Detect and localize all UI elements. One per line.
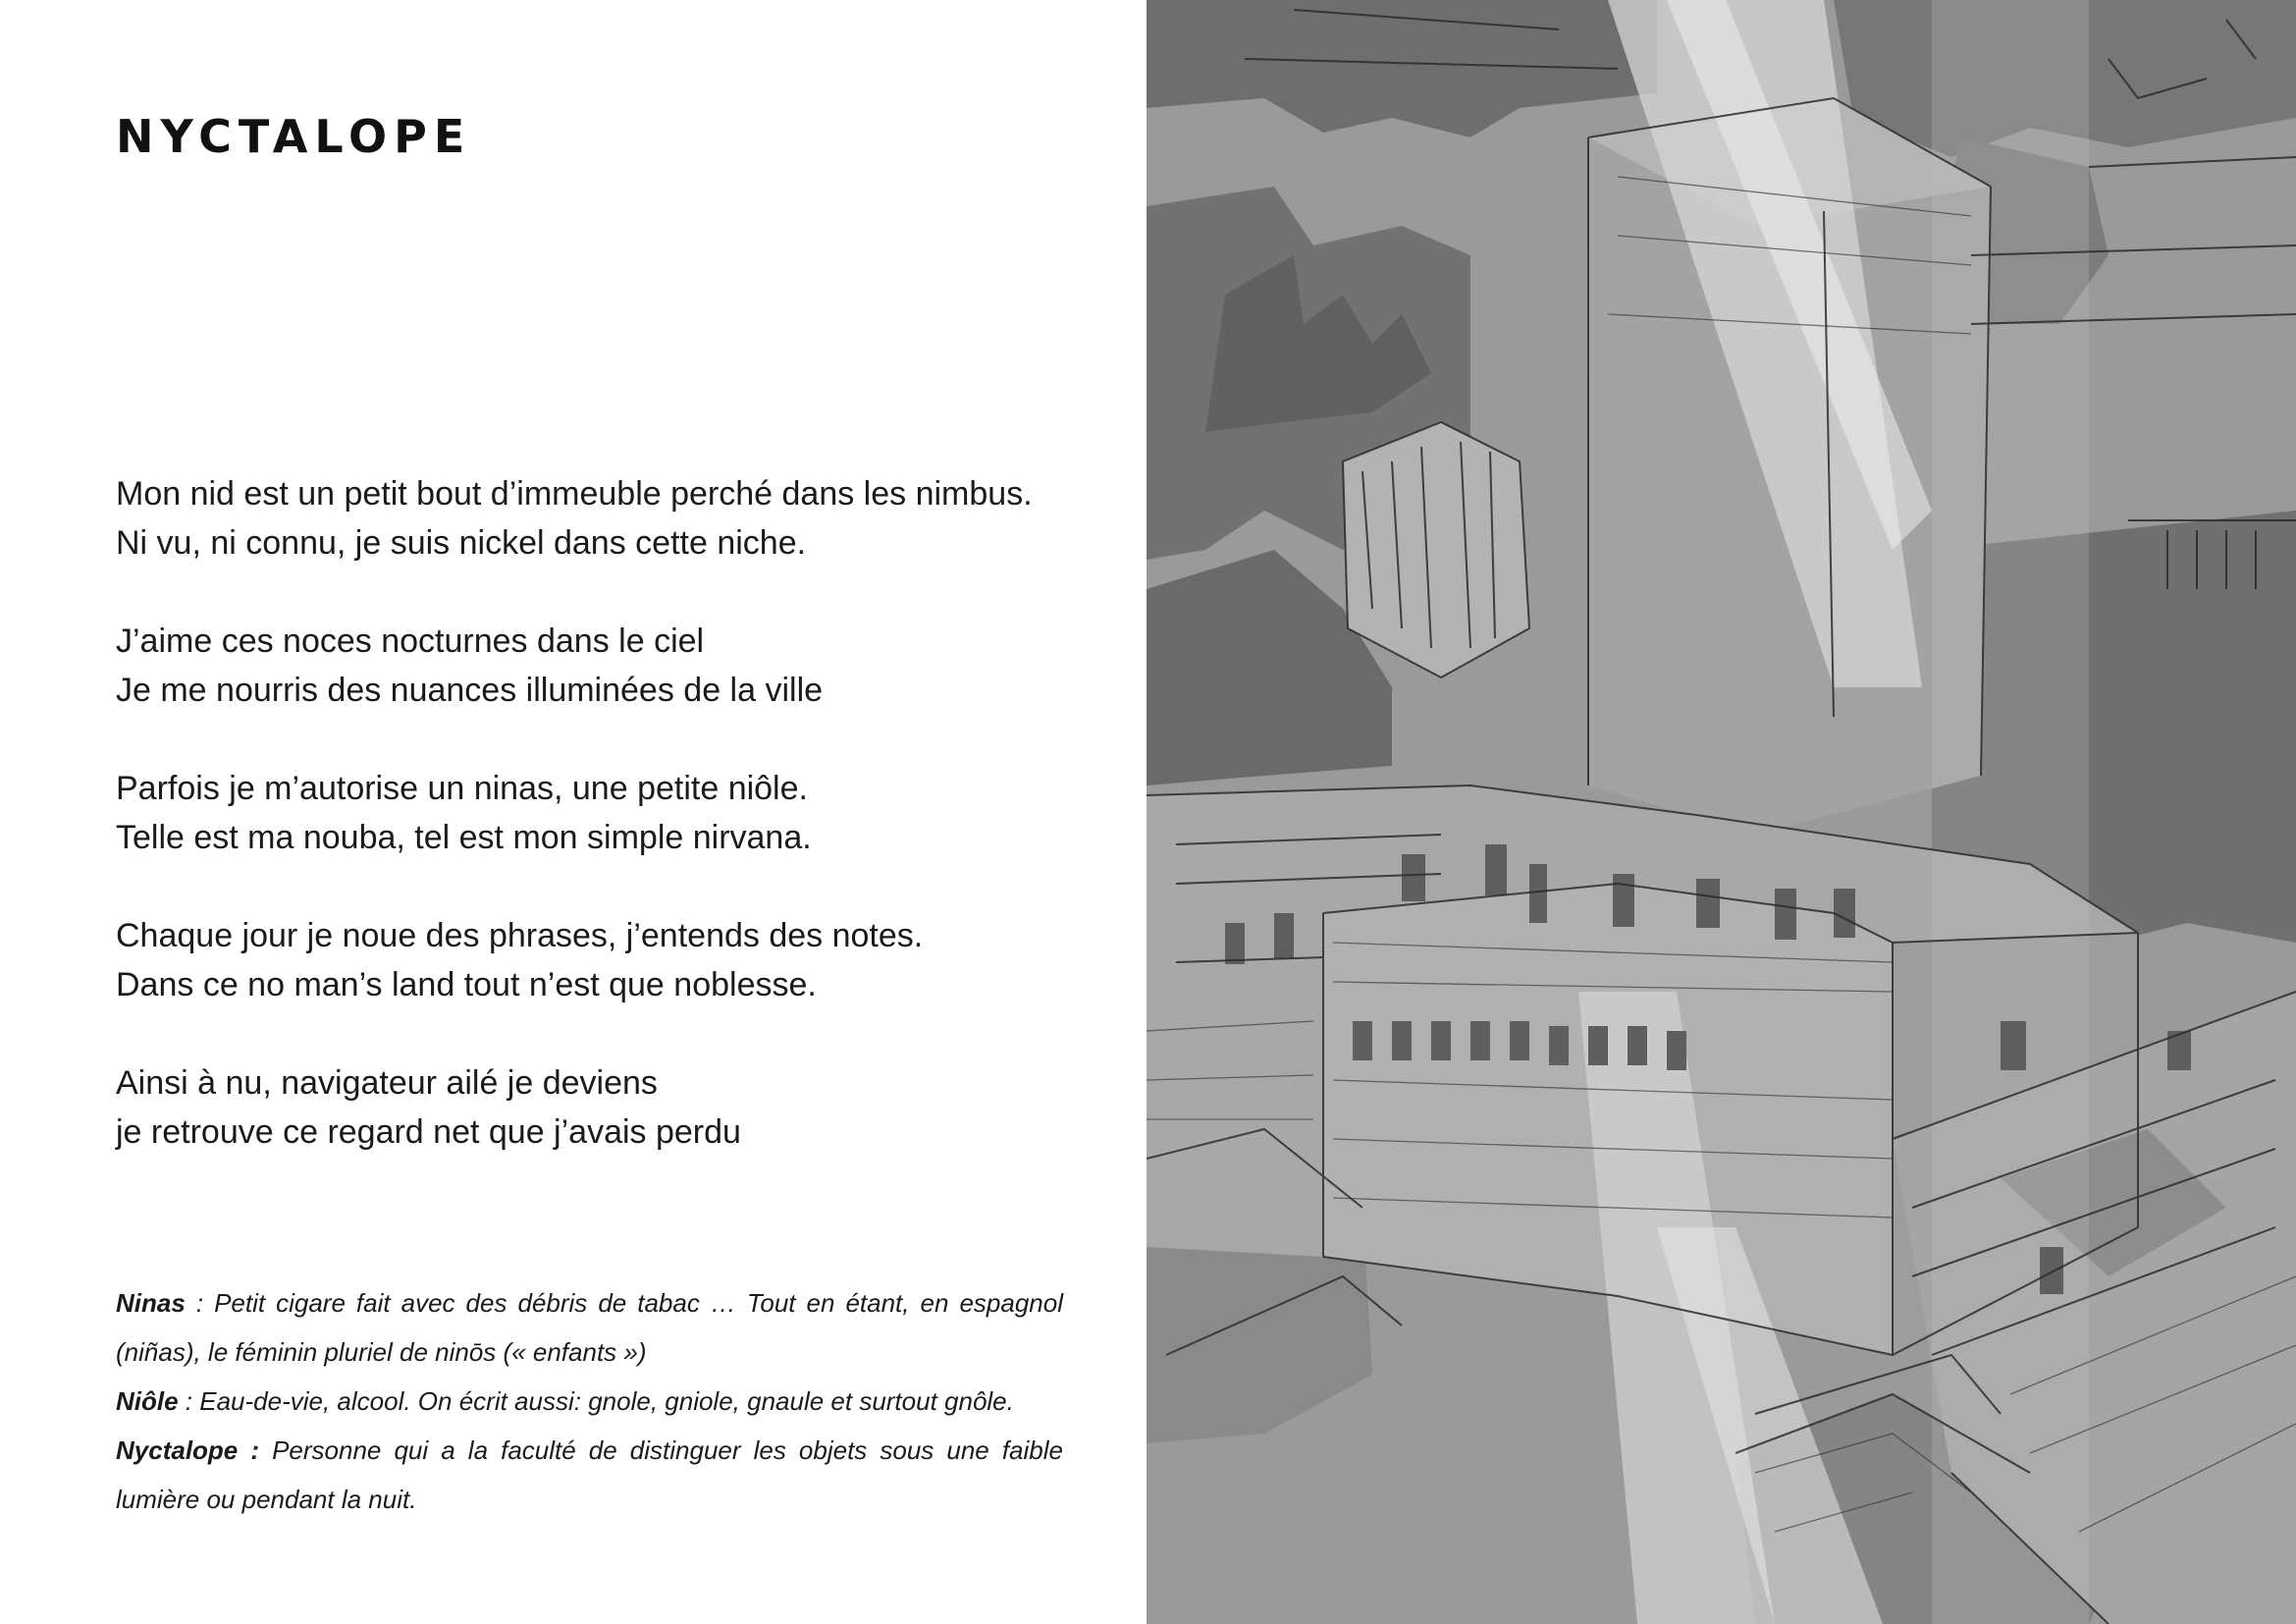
poem-line: je retrouve ce regard net que j’avais perdu [116,1113,741,1151]
glossary-note-niole [116,1377,1063,1426]
glossary-notes [116,1278,1063,1524]
poem-line: Je me nourris des nuances illuminées de la ville [116,672,824,709]
glossary-term: Nyctalope : [116,1435,259,1465]
glossary-note-ninas [116,1278,1063,1377]
glossary-separator: : [185,1288,215,1318]
poem-stanza [116,617,1117,715]
poem-line: Parfois je m’autorise un ninas, une petite niôle. [116,770,808,807]
poem-line: Ainsi à nu, navigateur ailé je deviens [116,1064,658,1102]
glossary-separator [259,1435,272,1465]
glossary-definition: Personne qui a la faculté de distinguer les objets sous une faible lumière ou pendant la nuit. [116,1435,1063,1514]
glossary-note-nyctalope [116,1426,1063,1524]
poem-line: Chaque jour je noue des phrases, j’entends des notes. [116,917,924,954]
poem [116,469,1117,1206]
poem-line: Ni vu, ni connu, je suis nickel dans cette niche. [116,524,807,562]
city-sketch-drawing [1147,0,2296,1624]
poem-stanza [116,1058,1117,1157]
glossary-term: Niôle [116,1386,179,1416]
poem-line: Dans ce no man’s land tout n’est que noblesse. [116,966,817,1003]
city-sketch-illustration [1147,0,2296,1624]
poem-line: Mon nid est un petit bout d’immeuble perché dans les nimbus. [116,475,1033,513]
glossary-definition: Eau-de-vie, alcool. On écrit aussi: gnole, gniole, gnaule et surtout gnôle. [199,1386,1014,1416]
page-title: NYCTALOPE [116,110,472,163]
poem-stanza [116,764,1117,862]
poem-stanza [116,469,1117,568]
glossary-separator: : [178,1386,200,1416]
poem-line: Telle est ma nouba, tel est mon simple nirvana. [116,819,812,856]
glossary-term: Ninas [116,1288,186,1318]
glossary-definition: Petit cigare fait avec des débris de tabac … Tout en étant, en espagnol (niñas), le féminin pluriel de ninōs (« enfants ») [116,1288,1063,1367]
poem-stanza [116,911,1117,1009]
poem-line: J’aime ces noces nocturnes dans le ciel [116,623,705,660]
